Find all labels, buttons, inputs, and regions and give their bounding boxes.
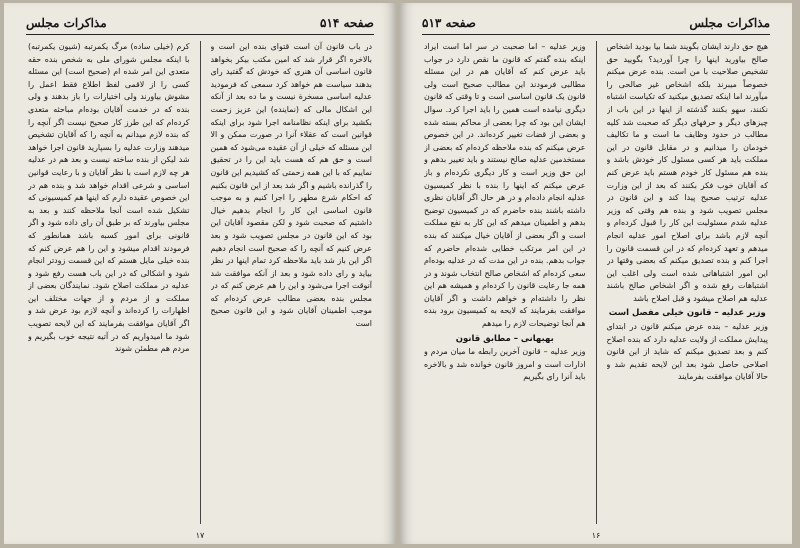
left-page-header: [26, 13, 374, 33]
right-column-divider: [596, 41, 597, 524]
right-page-column-right: [607, 41, 769, 524]
left-page-footer: [4, 531, 396, 540]
right-col-a-subhead: وزیر عدلیه – قانون خیلی مفصل است: [608, 308, 766, 319]
right-col-a-text-2: وزیر عدلیه – بنده عرض میکنم قانون در ابتدای پیدایش مملکت از ولایت عدلیه دارد که بنده اصلاح کنم و بعد تصدیق میکنم که شاید از این قانون اصلاحی حاصل شود بعد این لایحه تقدیم شد و حالا آقایان موافقت بفرمایند: [606, 322, 768, 382]
right-page-column-left: [424, 41, 586, 524]
right-page-number: ۱۶: [591, 531, 601, 540]
left-page-column-left: [28, 41, 190, 524]
left-page-column-right: [211, 41, 373, 524]
right-page-footer: [400, 531, 792, 540]
right-header-page-number: صفحه ۵۱۳: [422, 16, 476, 30]
right-page-body: [424, 41, 768, 524]
left-column-divider: [200, 41, 201, 524]
left-header-rule: [26, 34, 374, 35]
right-col-b-text-2: وزیر عدلیه – قانون آخرین رابطه ما میان مردم و ادارات است و امروز قانون خوانده شد و بالاخره باید آنرا رای بگیریم: [424, 347, 586, 382]
left-header-title: مذاکرات مجلس: [26, 16, 107, 30]
right-header-title: مذاکرات مجلس: [689, 16, 770, 30]
right-page-header: [422, 13, 770, 33]
left-header-page-number: صفحه ۵۱۴: [320, 16, 374, 30]
book-spread: [4, 3, 796, 544]
right-col-b-text: وزیر عدلیه – اما صحبت در سر اما است ایراد اینکه بنده گفتم که قانون ما نقص دارد در جواب باید عرض کنم که آقایان هم در این مسئله مطالبی فرمودند این مطالب صحیح است ولی قانون یک قانون اساسی است و تا وقتی که قانون دیگری نیامده است همین را باید اجرا کرد. سوال ایشان این بود که چرا بعضی از محاکم بسته شده و بعضی از قضات تغییر کرده‌اند. در این خصوص عرض میکنم که بنده ملاحظه کرده‌ام که بعضی از مستخدمین عدلیه صالح نیستند و باید تغییر بدهم و این حق وزیر است و کار دیگری نکرده‌ام و باز عرض میکنم که اینها را بنده با نظر کمیسیون عدلیه انجام داده‌ام و در هر حال اگر آقایان نظری داشته باشند بنده حاضرم که در کمیسیون توضیح بدهم و اطمینان میدهم که این کار به نفع مملکت است و اگر بعضی از آقایان خیال میکنند که بنده در این امر مرتکب خطایی شده‌ام حاضرم که جواب بدهم. بنده در این مدت که در عدلیه بوده‌ام سعی کرده‌ام که اشخاص صالح انتخاب شوند و در همه جا رعایت قانون را کرده‌ام و همیشه هم این نظر را داشته‌ام و خواهم داشت و اگر آقایان موافقت بفرمایند که لایحه به کمیسیون برود بنده هم آنجا توضیحات لازم را میدهم: [424, 42, 586, 329]
right-page: [400, 3, 792, 544]
left-page-body: [28, 41, 372, 524]
left-page-number: ۱۷: [195, 531, 205, 540]
right-col-a-text: هیچ حق دارند ایشان بگویند شما بیا بودید اشخاص صالح بیاورید اینها را چرا آوردید؟ بگویید حق تشخیص صلاحیت با من است. بنده عرض میکنم خصوصاً میبرند بلکه اشخاص غیر صالحی را میآورند اما اینکه تصدیق میکنید که تکیاست اشتباه نکنند، سهو بکنند گذشته از اینها در این باب از چیزهای دیگر و حرفهای دیگر که صحبت شد کلیه مطالب در حدود وظایف ما است و ما تکالیف خودمان را میدانیم و در مقابل قانون در این مملکت باید هر کسی مسئول کار خودش باشد و بنده هم مسئول کار خودم هستم باید عرض کنم که آقایان خوب فکر بکنند که بعد از این وزارت عدلیه ترتیب صحیح پیدا کند و این قانون در مجلس تصویب شود و بنده هم وقتی که وزیر عدلیه شدم مسئولیت این کار را قبول کرده‌ام و آنچه لازم باشد برای اصلاح امور عدلیه انجام میدهم و تعهد کرده‌ام که در این قسمت قانون را اجرا کنم و بنده تصدیق میکنم که بعضی وقتها در این امور اشتباهاتی شده است ولی اغلب این اشتباهات رفع شده و اگر اشخاص صالح باشند عدلیه هم اصلاح میشود و قبل اصلاح باشد: [606, 42, 768, 303]
right-col-b-subhead: بهبهانی – مطابق قانون: [455, 333, 554, 344]
left-col-b-text: کرم (خیلی ساده) مرگ یکمرتبه (شیون یکمرتبه) با اینکه مجلس شورای ملی به شخص بنده حقه متعدی این امر شده ام (صحیح است) این مسئله کسی را از لاقمی لفظ اطلاع فقط اعمل را مشوش بیاورند ولی اختیارات را باز بدهند و ولی بنده که در خدمت آقایان بوده‌ام مباحثه متعدی کرده‌ام که این طرز کار صحیح نیست اگر آنچه را که بنده لازم میدانم به آنچه را که آقایان تشخیص میدهند وزارت عدلیه را بسپارید قانون اجرا خواهد شد لیکن از بنده ساخته نیست و بعد هم در عدلیه هر چه لازم است با نظر آقایان و با رعایت قوانین اساسی و شرعی اقدام خواهد شد و بنده هم در این خصوص عقیده دارم که اینها هم کمیسیونی که تشکیل شده است آنجا ملاحظه کنند و بعد به مجلس بیاورند که بر طبق آن رای داده شود و اگر قانونی برای امور کسبه باشد همانطور که فرمودند اقدام میشود و این را هم عرض کنم که بنده خیلی مایل هستم که این قسمت زودتر انجام شود و اشکالی که در این باب هست رفع شود و عدلیه در مملکت اصلاح شود. نمایندگان بعضی از مملکت و از مردم و از جهات مختلف این اظهارات را کرده‌اند و آنچه لازم بود عرض شد و اگر آقایان موافقت بفرمایند که این لایحه تصویب شود ما امیدواریم که در آتیه نتیجه خوب بگیریم و مردم هم مطمئن شوند: [28, 42, 190, 354]
left-page: [4, 3, 396, 544]
left-col-a-text: در باب قانون آن است قتوای بنده این است و بالاخره اگر قرار شد که امین مکتب بیکر بخواهد قانون اساسی آن هنری که خودش که گفتید رای بدهند سیاست هم خواهد کرد سمعی که فرمودید عدلیه اساسی مسخرة نیست و ما ده بعد از آنکه این اشکال مالی که (نماینده) این عزیز زحمت بکشید برای اینکه نظامنامه اجرا شود برای اینکه قوانین است که عقلاء آنرا در صورت ممکن و الا این مسئله که خیلی از آن عقیده می‌شود که همین است و حق هم که هست باید این را در تحقیق نماییم که با این همه زحمتی که کشیدیم این قانون را گذرانده باشیم و اگر شد بعد از این قانون بکنیم که احکام شرع مطهر را اجرا کنیم و به موجب قانون اساسی این کار را انجام بدهیم خیال داشتیم که صحبت شود و لکن مقصود آقایان این بود که این قانون در مجلس تصویب شود و بعد عرض کنیم که آنچه را که صحیح است انجام دهیم اگر این باز شد باید ملاحظه کرد تمام اینها در نظر بیاید و رای داده شود و بعد از آنکه موافقت شد آنوقت اجرا می‌شود و این را هم عرض کنم که در مجلس بنده بعضی مطالب عرض کرده‌ام که موجب اطمینان آقایان شود و این قانون صحیح است: [210, 42, 372, 329]
right-header-rule: [422, 34, 770, 35]
